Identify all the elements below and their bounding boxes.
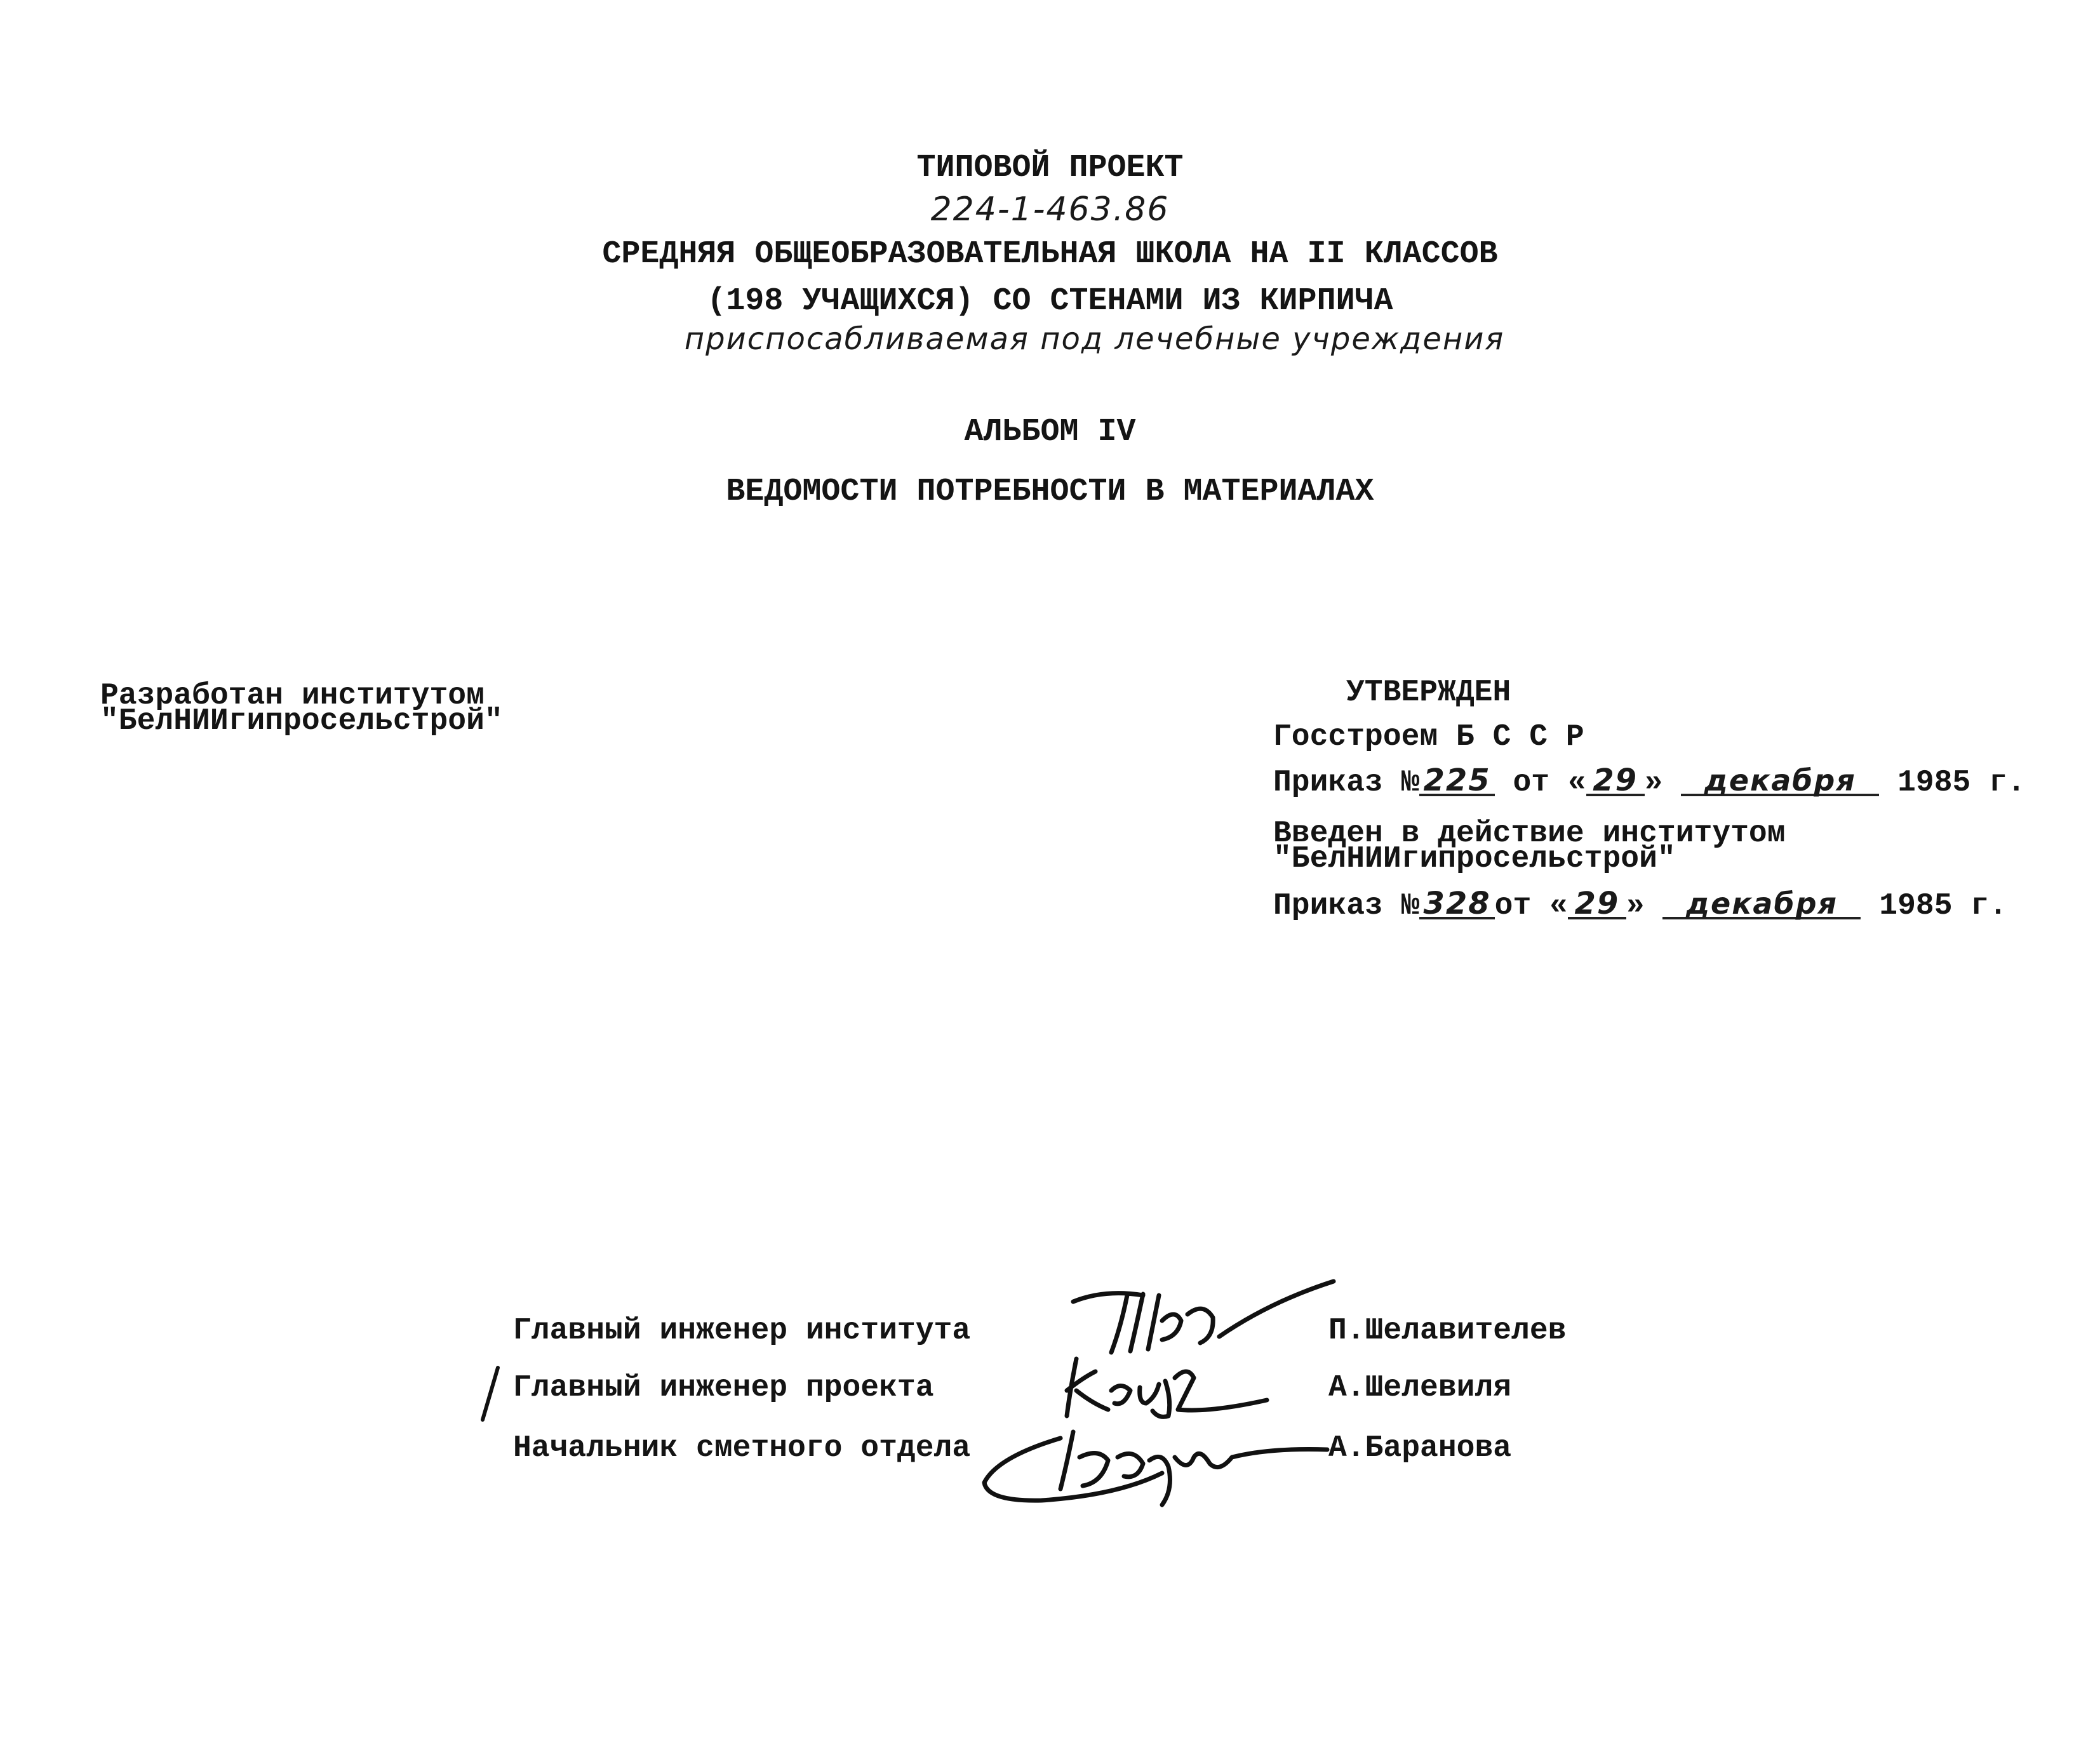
order-1-from: от	[1513, 766, 1550, 800]
signatory-name-2: А.Шелевиля	[1328, 1371, 1512, 1405]
project-number: 224-1-463.86	[930, 190, 1170, 229]
enacted-line-1: Введен в действие институтом	[1273, 817, 1786, 851]
order-2-day: 29	[1568, 890, 1626, 919]
signature-2-icon	[1057, 1352, 1286, 1422]
signature-3-icon	[972, 1413, 1340, 1508]
signatory-name-1: П.Шелавителев	[1328, 1314, 1567, 1348]
enacted-line-2: "БелНИИгипросельстрой"	[1273, 842, 1676, 876]
signatory-role-2: Главный инженер проекта	[513, 1371, 934, 1405]
approval-authority: Госстроем Б С С Р	[1273, 720, 1584, 754]
album-number: АЛЬБОМ IV	[964, 414, 1136, 450]
order-2-year: 1985 г.	[1879, 889, 2007, 923]
title-line-2: (198 УЧАЩИХСЯ) СО СТЕНАМИ ИЗ КИРПИЧА	[707, 283, 1393, 319]
signatory-name-3: А.Баранова	[1328, 1431, 1512, 1465]
signatory-role-1: Главный инженер института	[513, 1314, 971, 1348]
order-1-month: декабря	[1681, 767, 1879, 796]
approval-heading: УТВЕРЖДЕН	[1346, 676, 1511, 710]
title-line-3: приспосабливаемая под лечебные учреждения	[684, 321, 1505, 357]
order-1-line: Приказ № 225 от « 29 » декабря 1985 г.	[1273, 763, 2026, 800]
order-2-month: декабря	[1662, 890, 1861, 919]
order-2-line: Приказ № 328 от « 29 » декабря 1985 г.	[1273, 886, 2007, 923]
margin-tick-mark	[478, 1365, 503, 1422]
order-1-day: 29	[1586, 767, 1645, 796]
title-line-1: СРЕДНЯЯ ОБЩЕОБРАЗОВАТЕЛЬНАЯ ШКОЛА НА II КЛАССОВ	[602, 236, 1498, 272]
order-1-year: 1985 г.	[1897, 766, 2026, 800]
order-2-from: от	[1494, 889, 1532, 923]
developer-line-2: "БелНИИгипросельстрой"	[100, 704, 503, 738]
developer-line-1: Разработан институтом	[100, 679, 485, 713]
signature-1-icon	[1067, 1276, 1359, 1359]
order-1-number: 225	[1419, 767, 1494, 796]
order-2-number: 328	[1419, 890, 1494, 919]
order-2-prefix: Приказ №	[1273, 889, 1420, 923]
signatory-role-3: Начальник сметного отдела	[513, 1431, 971, 1465]
order-1-prefix: Приказ №	[1273, 766, 1420, 800]
project-type: ТИПОВОЙ ПРОЕКТ	[916, 150, 1184, 186]
album-subject: ВЕДОМОСТИ ПОТРЕБНОСТИ В МАТЕРИАЛАХ	[726, 474, 1374, 510]
